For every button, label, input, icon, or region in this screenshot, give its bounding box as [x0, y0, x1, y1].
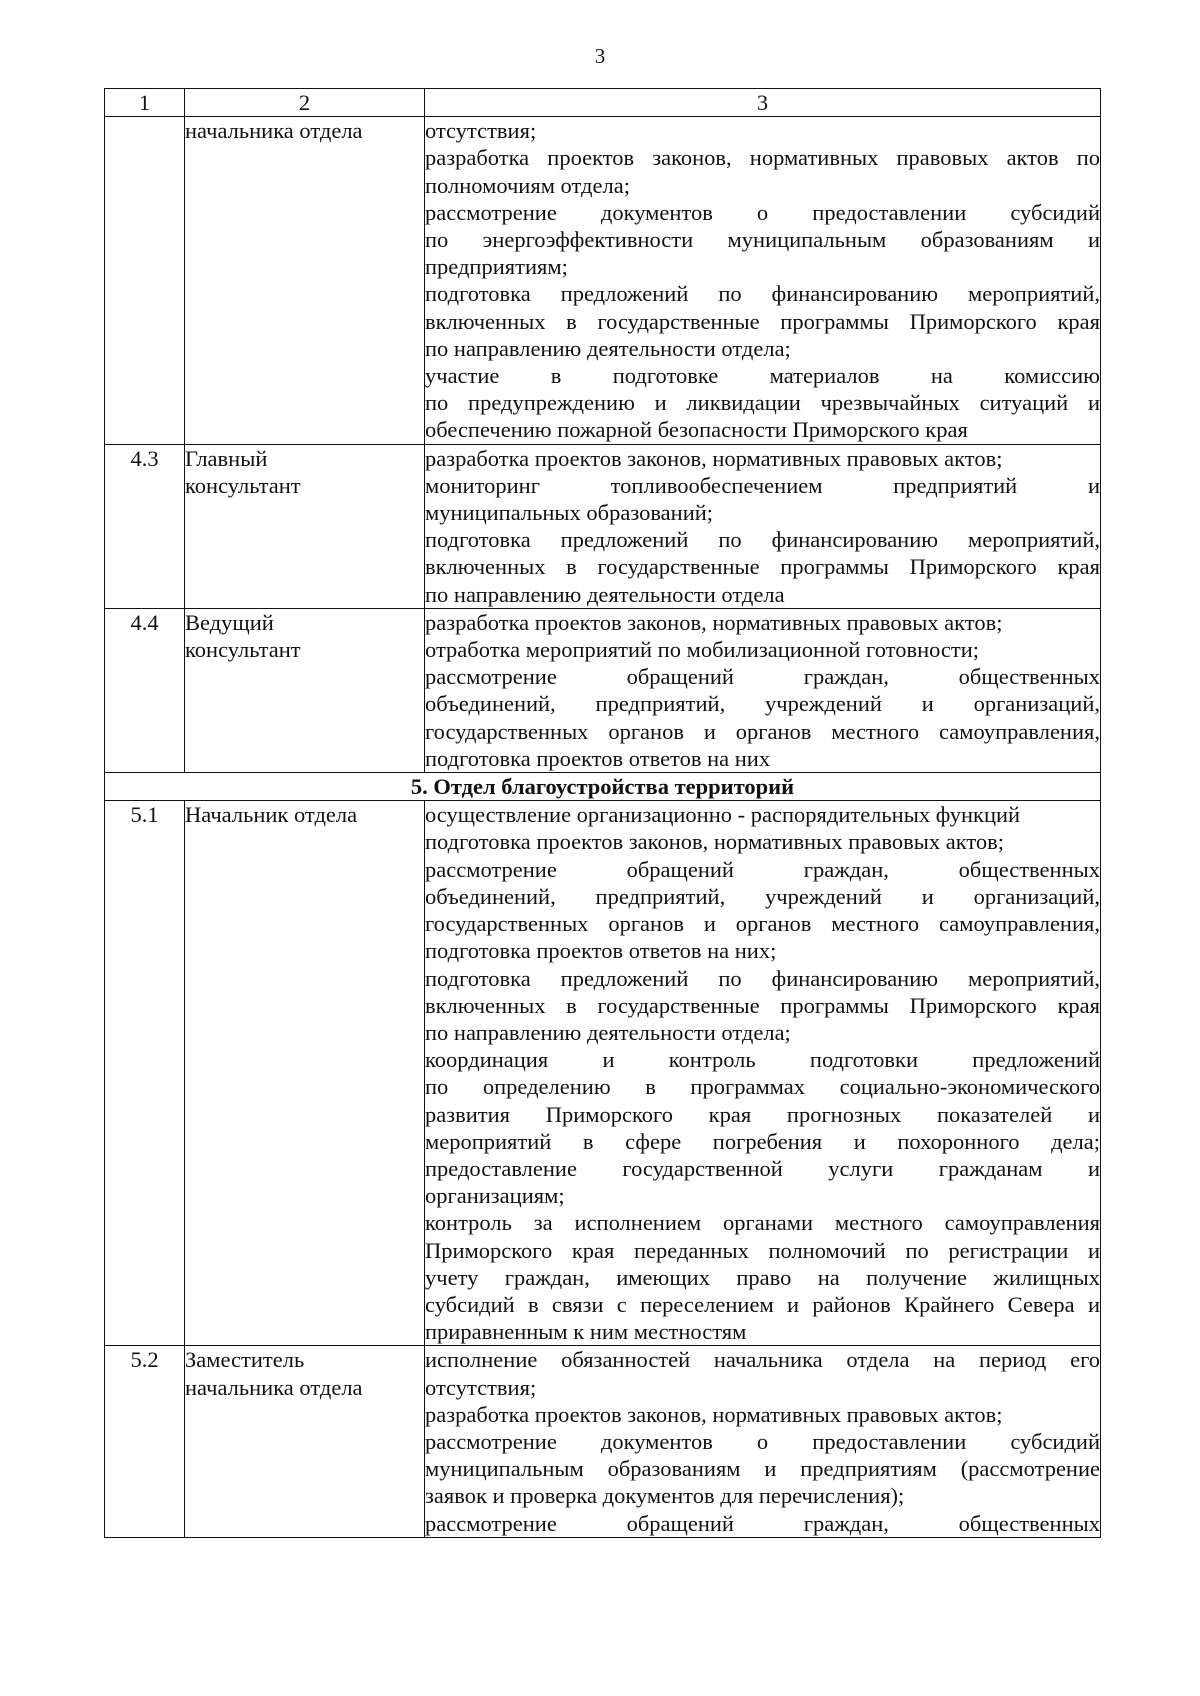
header-col-3: 3	[425, 89, 1101, 117]
duty-line: по направлению деятельности отдела	[425, 581, 785, 607]
duty-line: государственных органов и органов местного самоуправления,	[425, 911, 1100, 937]
table-row	[105, 801, 1101, 1346]
table-header-row	[105, 89, 1101, 117]
duty-line: рассмотрение документов о предоставлении субсидий	[425, 199, 1100, 225]
section-title: 5. Отдел благоустройства территорий	[105, 773, 1101, 801]
duty-line: объединений, предприятий, учреждений и организаций,	[425, 691, 1100, 717]
position-title	[185, 444, 425, 608]
duty-line: рассмотрение обращений граждан, общественных	[425, 664, 1100, 690]
duties-cell	[425, 117, 1101, 444]
duty-line: подготовка проектов законов, нормативных правовых актов;	[425, 829, 1004, 855]
duty-line: муниципальных образований;	[425, 500, 714, 526]
duty-line: мониторинг топливообеспечением предприятий и	[425, 472, 1100, 498]
row-number: 5.2	[105, 1346, 185, 1537]
duty-line: исполнение обязанностей начальника отдела на период его	[425, 1347, 1100, 1373]
position-line: начальника отдела	[185, 118, 363, 144]
duty-line: подготовка предложений по финансированию мероприятий,	[425, 281, 1100, 307]
duties-cell	[425, 608, 1101, 772]
position-line: Начальник отдела	[185, 802, 358, 828]
duties-table	[104, 88, 1101, 1538]
duty-line: заявок и проверка документов для перечисления);	[425, 1483, 905, 1509]
duty-line: субсидий в связи с переселением и районов Крайнего Севера и	[425, 1291, 1100, 1317]
duty-line: отработка мероприятий по мобилизационной готовности;	[425, 637, 980, 663]
duty-line: полномочиям отдела;	[425, 172, 630, 198]
duty-line: объединений, предприятий, учреждений и организаций,	[425, 883, 1100, 909]
duty-line: по направлению деятельности отдела;	[425, 335, 791, 361]
position-line: Заместитель	[185, 1347, 305, 1373]
position-title	[185, 801, 425, 1346]
duty-line: отсутствия;	[425, 1374, 537, 1400]
duty-line: включенных в государственные программы Приморского края	[425, 554, 1100, 580]
duty-line: учету граждан, имеющих право на получение жилищных	[425, 1264, 1100, 1290]
duty-line: подготовка проектов ответов на них	[425, 745, 771, 771]
duty-line: рассмотрение документов о предоставлении субсидий	[425, 1428, 1100, 1454]
duty-line: разработка проектов законов, нормативных правовых актов;	[425, 445, 1003, 471]
row-number	[105, 117, 185, 444]
position-line: Ведущий	[185, 609, 274, 635]
duties-cell	[425, 801, 1101, 1346]
row-number: 5.1	[105, 801, 185, 1346]
duty-line: координация и контроль подготовки предложений	[425, 1047, 1100, 1073]
table-row	[105, 1346, 1101, 1537]
row-number: 4.4	[105, 608, 185, 772]
position-line: консультант	[185, 472, 301, 498]
position-title	[185, 117, 425, 444]
duty-line: подготовка предложений по финансированию мероприятий,	[425, 965, 1100, 991]
table-row	[105, 444, 1101, 608]
duty-line: предоставление государственной услуги гражданам и	[425, 1155, 1100, 1181]
duty-line: разработка проектов законов, нормативных правовых актов;	[425, 609, 1003, 635]
duty-line: развития Приморского края прогнозных показателей и	[425, 1101, 1100, 1127]
duty-line: государственных органов и органов местного самоуправления,	[425, 718, 1100, 744]
page-number: 3	[594, 44, 606, 68]
position-line: консультант	[185, 637, 301, 663]
duty-line: обеспечению пожарной безопасности Приморского края	[425, 417, 968, 443]
duty-line: организациям;	[425, 1183, 565, 1209]
position-title	[185, 608, 425, 772]
duty-line: контроль за исполнением органами местного самоуправления	[425, 1210, 1100, 1236]
duty-line: мероприятий в сфере погребения и похоронного дела;	[425, 1128, 1100, 1154]
duty-line: разработка проектов законов, нормативных правовых актов по	[425, 145, 1100, 171]
duty-line: по энергоэффективности муниципальным образованиям и	[425, 227, 1100, 253]
position-title	[185, 1346, 425, 1537]
header-col-2: 2	[185, 89, 425, 117]
duty-line: Приморского края переданных полномочий по регистрации и	[425, 1237, 1100, 1263]
duty-line: рассмотрение обращений граждан, общественных	[425, 1510, 1100, 1536]
table-row	[105, 608, 1101, 772]
duty-line: разработка проектов законов, нормативных правовых актов;	[425, 1401, 1003, 1427]
duty-line: осуществление организационно - распорядительных функций	[425, 802, 1021, 828]
duty-line: муниципальным образованиям и предприятиям (рассмотрение	[425, 1456, 1100, 1482]
duty-line: приравненным к ним местностям	[425, 1319, 747, 1345]
duty-line: участие в подготовке материалов на комиссию	[425, 363, 1100, 389]
position-line: начальника отдела	[185, 1374, 363, 1400]
duty-line: предприятиям;	[425, 254, 568, 280]
duties-cell	[425, 1346, 1101, 1537]
table-row	[105, 117, 1101, 444]
duty-line: включенных в государственные программы Приморского края	[425, 308, 1100, 334]
section-row	[105, 773, 1101, 801]
duty-line: включенных в государственные программы Приморского края	[425, 992, 1100, 1018]
duty-line: по предупреждению и ликвидации чрезвычайных ситуаций и	[425, 390, 1100, 416]
duty-line: рассмотрение обращений граждан, общественных	[425, 856, 1100, 882]
duties-cell	[425, 444, 1101, 608]
duty-line: подготовка проектов ответов на них;	[425, 938, 777, 964]
position-line: Главный	[185, 445, 268, 471]
duty-line: по направлению деятельности отдела;	[425, 1019, 791, 1045]
duty-line: подготовка предложений по финансированию мероприятий,	[425, 527, 1100, 553]
row-number: 4.3	[105, 444, 185, 608]
header-col-1: 1	[105, 89, 185, 117]
duty-line: по определению в программах социально-экономического	[425, 1074, 1100, 1100]
duty-line: отсутствия;	[425, 118, 537, 144]
